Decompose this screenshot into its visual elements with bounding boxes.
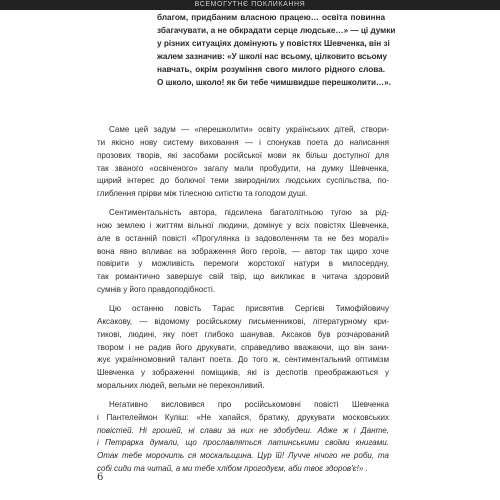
text-line: ти якісно нову систему виховання — і спонукав поета до написання [97,137,389,147]
text-line: моральних людей, вельми не переконливий. [97,381,265,391]
text-line: вона явно впливає на зображення його героїв, — автор так щиро хоче [97,246,389,256]
paragraph-4 [97,399,389,476]
body-text [97,124,389,482]
paragraph-2 [97,207,389,297]
text-line: сумнів у його правдоподібності. [97,285,215,295]
running-head: ВСЕМОГУТНЄ ПОКЛИКАННЯ [0,0,500,10]
text-line: собі сиди та читай, а ми тебе хлібом прогодуєм, аби твоє здоров'є!» . [97,464,368,474]
quote-line: у різних ситуаціях домінують у повістях Шевченка, він зі [157,38,390,48]
page-number: 6 [97,472,104,483]
text-line: і Петрарка думали, що прославляться латинськими своїми книгами. [97,438,389,448]
text-line: але в останній повісті «Прогулянка із задоволенням та не без моралі» [97,233,389,243]
text-line: твором і не радив його друкувати, справедливо вважаючи, що він зани- [97,342,389,352]
text-line: так званого «освіченого» загалу мали пробудити, на думку Шевченка, [97,163,389,173]
quote-line: О школо, школо! як би тебе чимшвидше перешколити…». [157,77,392,87]
text-line: глиблення прірви між тілесною ситістю та голодом душі. [97,189,308,199]
text-line: Шевченка у зображенні поміщиків, які із деспотів преображаються у [97,368,389,378]
text-line: і Пантелеймон Куліш: «Не хапайся, братику, друкувати московських [97,412,389,422]
text-line: Отак тебе морочить ся москальщина. Цур їй! Лучче нічого не роби, та [97,451,389,461]
quote-line: жалем зазначив: «У школі нас всьому, цілковито всьому [157,51,388,61]
paragraph-3 [97,303,389,393]
quote-line: благом, придбаним власною працею… освіта повинна [157,13,385,22]
text-line: жує українномовний талант поета. До того ж, сентиментальний оптимізм [97,355,389,365]
text-line: прозових творів, які засобами російської мови як більш доступної для [97,150,389,160]
text-line: так романтично завершує свій твір, що викликає в читача здоровий [97,272,389,282]
text-line: повістей. Ні грошей, ні слави за них не здобудеш. Адже ж і Данте, [97,425,389,435]
text-line: Аксакову, — відомому російському письменникові, літературному кри- [97,316,389,326]
text-line: Цю останню повість Тарас присвятив Сергієві Тимофійовичу [109,303,389,313]
text-line: Негативно висловився про російськомовні повісті Шевченка [109,399,389,409]
bold-quote-block [157,12,396,89]
text-line: ною землею і життям вільної людини, домінує у всіх повістях Шевченка, [97,220,389,230]
quote-line: збагачувати, а не обкрадати серце людське…» — ці думки [157,25,396,35]
quote-line: навчать, окрім розуміння свого милого рідного слова. [157,64,385,74]
paragraph-1 [97,124,389,201]
text-line: Сентиментальність автора, підсилена багатолітньою тугою за рід- [109,208,389,218]
text-line: щирий інтерес до болючої теми звироднілих людських суспільства, по- [97,176,389,186]
text-line: тикові, людині, яку поет глибоко шанував. Аксаков був розчарований [97,329,389,339]
text-line: повірити у можливість перемоги жорстокої натури в милосердну, [97,259,389,269]
text-line: Саме цей задум — «перешколити» освіту українських дітей, створи- [109,125,389,134]
